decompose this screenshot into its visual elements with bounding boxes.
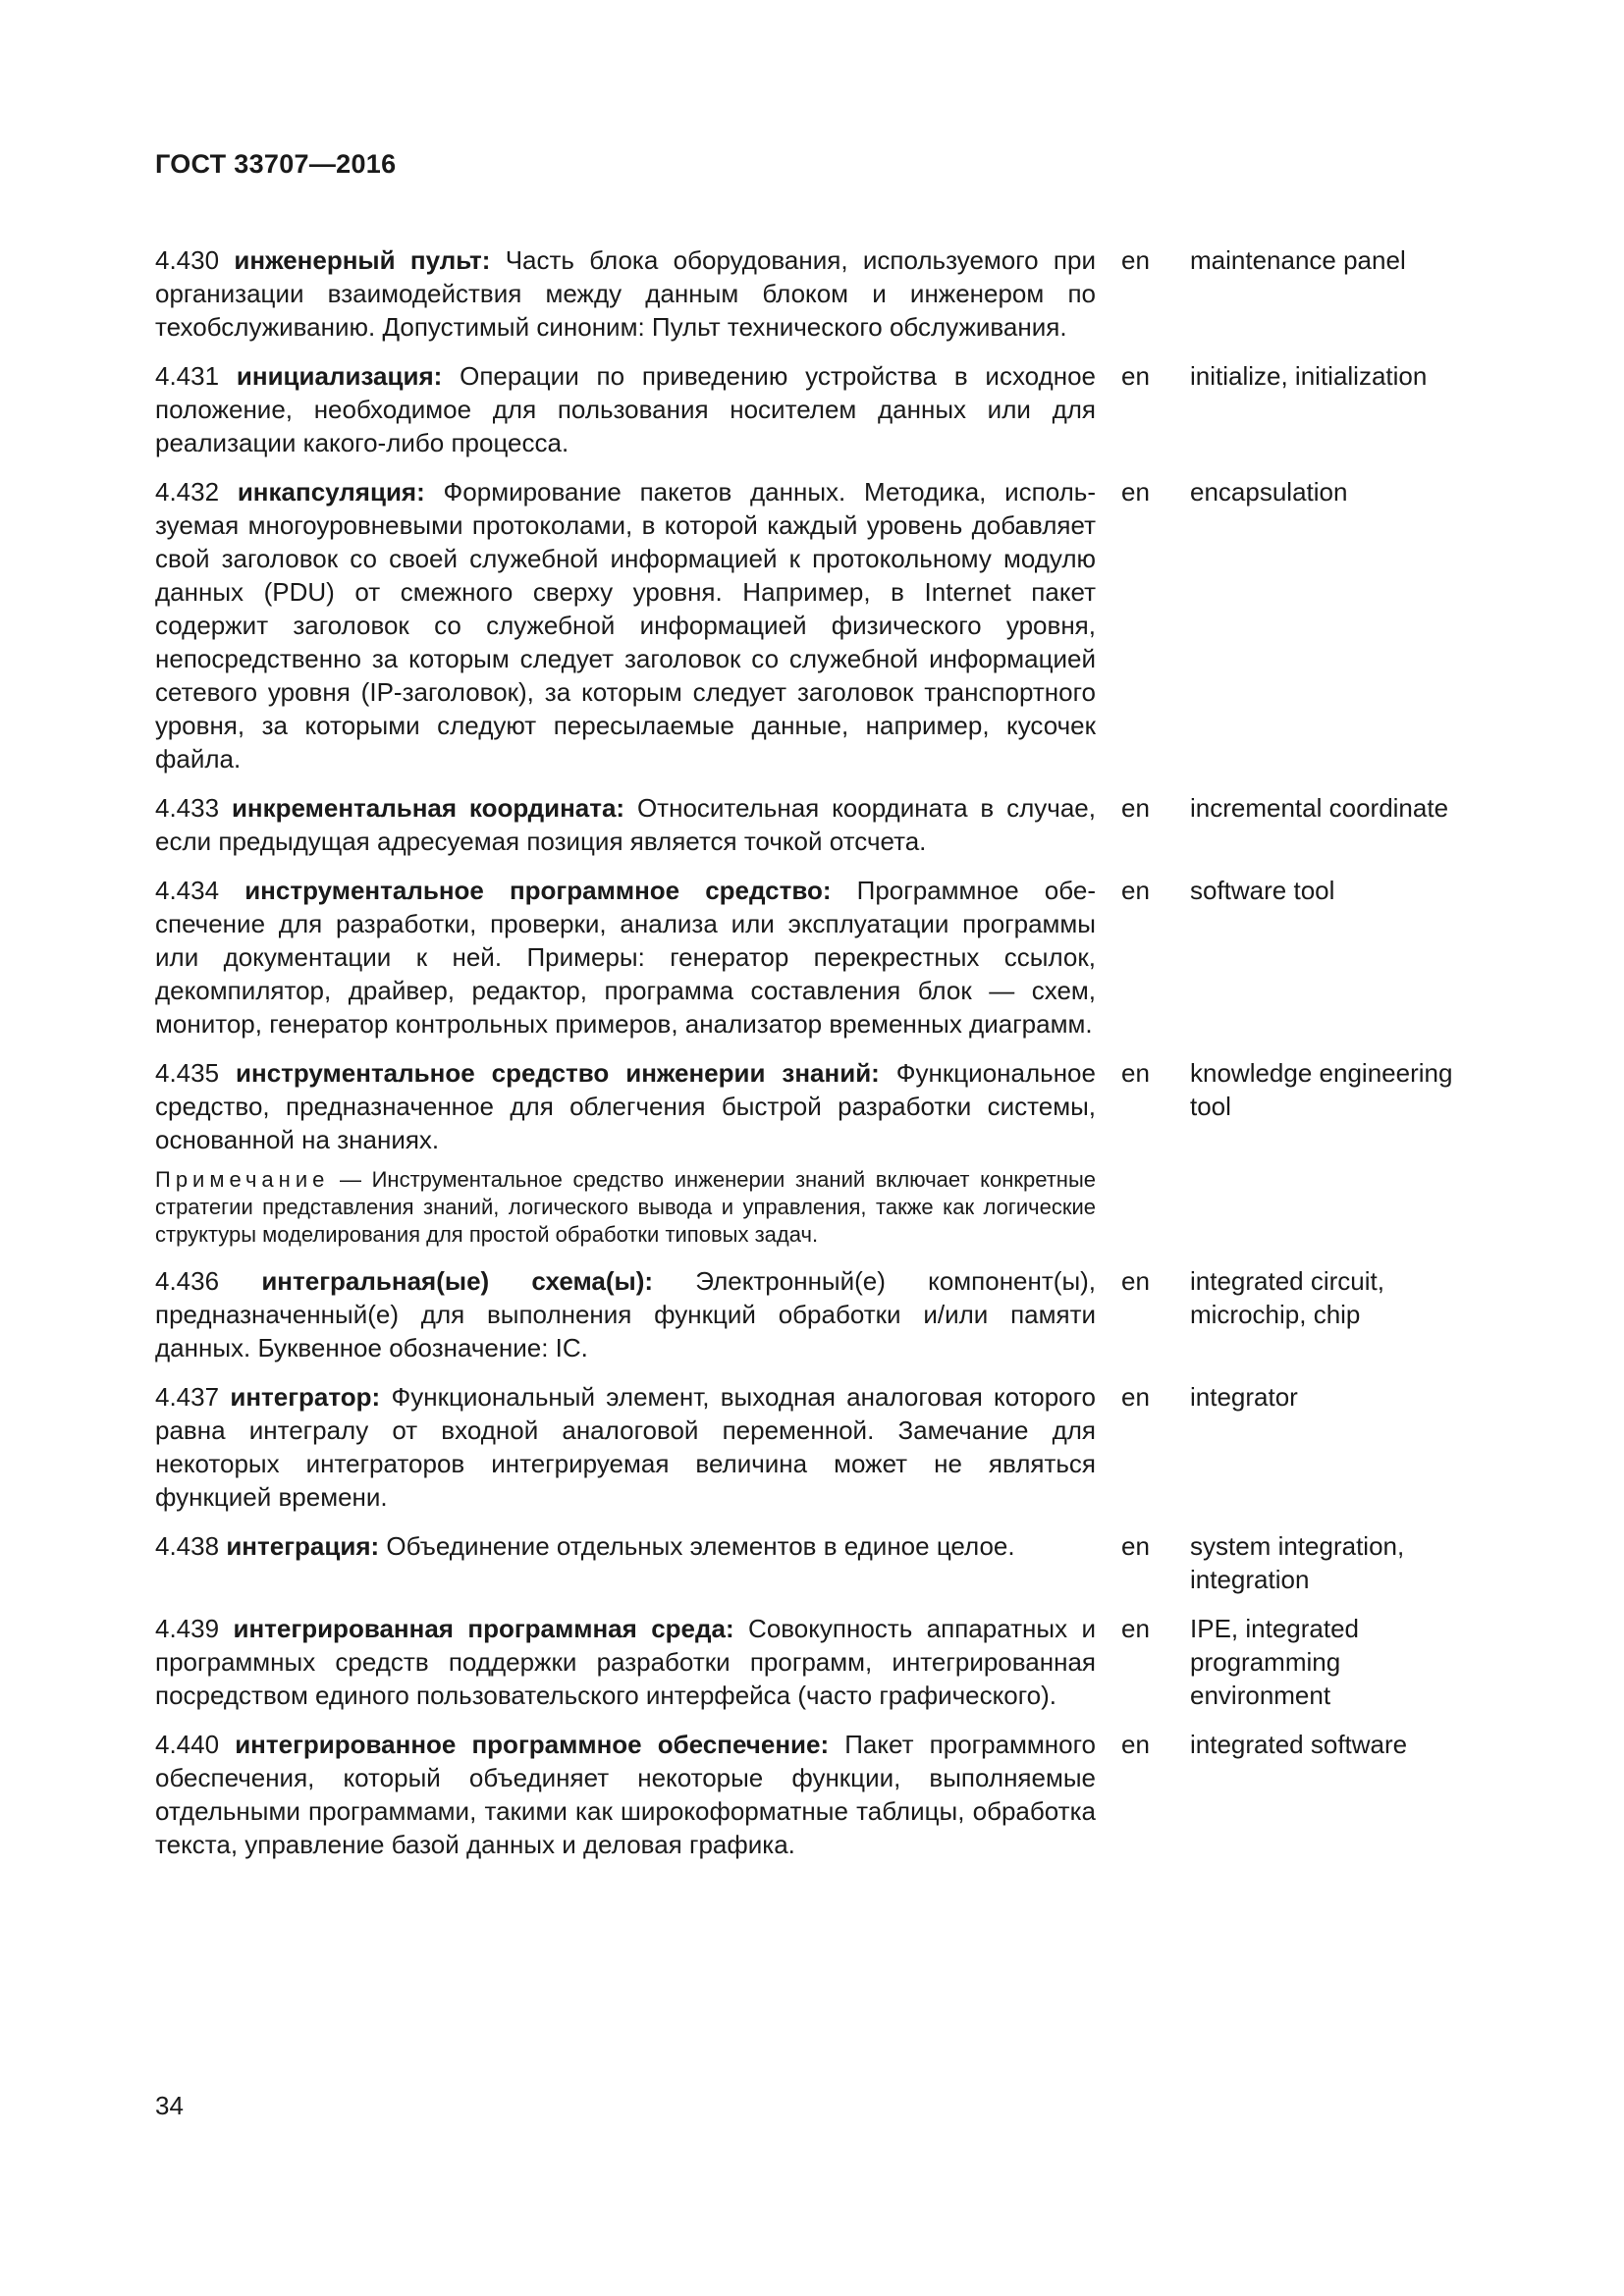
definition-text: Функциональное средство, предназначенное для облегчения быстрой разработки системы, основанной на знаниях.	[155, 1058, 1096, 1154]
language-code: en	[1121, 245, 1150, 275]
term-number: 4.432	[155, 477, 220, 507]
term-definition	[155, 1529, 1096, 1563]
term-note	[155, 1166, 1096, 1249]
term-entry	[155, 1529, 1481, 1596]
document-header: ГОСТ 33707—2016	[155, 149, 397, 179]
definition-text: Объединение отдельных элементов в единое целое.	[386, 1531, 1015, 1561]
language-code: en	[1121, 361, 1150, 391]
term-definition	[155, 359, 1096, 459]
term-number: 4.430	[155, 245, 220, 275]
term-title: инкапсуляция:	[237, 477, 425, 507]
term-definition-column	[155, 359, 1096, 459]
term-number: 4.433	[155, 793, 220, 823]
term-definition	[155, 1380, 1096, 1514]
term-definition	[155, 1612, 1096, 1712]
term-definition	[155, 243, 1096, 344]
term-entries	[155, 243, 1481, 1877]
definition-text: Программное обеспечение для разработки, проверки, анализа или эксплуатации программы или документации к ней. Примеры: генератор перекрестных ссылок, декомпилятор, драйвер, редактор, программа составления блок — схем, монитор, генератор контрольных примеров, анализатор временных диаграмм.	[155, 876, 1096, 1039]
language-code: en	[1121, 876, 1150, 905]
term-title: интеграция:	[226, 1531, 380, 1561]
language-code: en	[1121, 1531, 1150, 1561]
term-number: 4.439	[155, 1614, 220, 1643]
english-term: initialize, initialization	[1190, 361, 1428, 391]
definition-text: Пакет программного обеспечения, который объединяет некоторые функции, выполняемые отдельными программами, такими как широкоформатные таблицы, обработка текста, управление базой данных и деловая графика.	[155, 1730, 1096, 1859]
language-code: en	[1121, 793, 1150, 823]
term-definition	[155, 874, 1096, 1041]
definition-text: Формирование пакетов данных. Методика, используемая многоуровневыми протоколами, в которой каждый уровень добавляет свой заголовок со своей служебной информацией к протокольному модулю данных (PDU) от смежного сверху уровня. Например, в Internet пакет содержит заголовок со служебной информацией физического уровня, непосредственно за которым следует заголовок со служебной информацией сетевого уровня (IP-заголовок), за которым следует заголовок транспортного уровня, за которыми следуют пересылаемые данные, например, кусочек файла.	[155, 477, 1096, 774]
term-title: инструментальное средство инженерии знаний:	[236, 1058, 880, 1088]
term-number: 4.438	[155, 1531, 220, 1561]
term-title: интегрированная программная среда:	[233, 1614, 734, 1643]
term-definition	[155, 1264, 1096, 1364]
term-title: инструментальное программное средство:	[244, 876, 832, 905]
definition-text: Функциональный элемент, выходная аналоговая которого равна интегралу от входной аналоговой переменной. Замечание для некоторых интеграторов интегрируемая величина может не являться функцией времени.	[155, 1382, 1096, 1512]
term-number: 4.437	[155, 1382, 220, 1412]
term-definition-column	[155, 1056, 1096, 1249]
english-term: maintenance panel	[1190, 245, 1406, 275]
definition-text: Совокупность аппаратных и программных средств поддержки разработки программ, интегрированная посредством единого пользовательского интерфейса (часто графического).	[155, 1614, 1096, 1710]
term-definition	[155, 1056, 1096, 1156]
definition-text: Часть блока оборудования, используемого при организации взаимодействия между данным блоком и инженером по техобслуживанию. Допустимый синоним: Пульт технического обслуживания.	[155, 245, 1096, 342]
term-entry	[155, 1264, 1481, 1364]
term-number: 4.436	[155, 1266, 220, 1296]
term-definition-column	[155, 874, 1096, 1041]
term-number: 4.431	[155, 361, 220, 391]
term-entry	[155, 243, 1481, 344]
language-code: en	[1121, 477, 1150, 507]
language-code: en	[1121, 1266, 1150, 1296]
term-definition-column	[155, 1728, 1096, 1861]
language-code: en	[1121, 1730, 1150, 1759]
english-term: software tool	[1190, 876, 1335, 905]
term-definition-column	[155, 1264, 1096, 1364]
term-definition	[155, 475, 1096, 775]
english-term: knowledge engineering tool	[1190, 1058, 1453, 1121]
term-definition-column	[155, 1529, 1096, 1563]
term-number: 4.440	[155, 1730, 220, 1759]
definition-text: Операции по приведению устройства в исходное положение, необходимое для пользования носителем данных или для реализации какого-либо процесса.	[155, 361, 1097, 457]
term-definition	[155, 1728, 1096, 1861]
term-title: инициализация:	[236, 361, 443, 391]
english-term: encapsulation	[1190, 477, 1348, 507]
term-definition-column	[155, 1612, 1096, 1712]
term-entry	[155, 1380, 1481, 1514]
english-term: integrator	[1190, 1382, 1298, 1412]
page-number: 34	[155, 2091, 184, 2120]
term-entry	[155, 1728, 1481, 1861]
definition-text: Электронный(е) компонент(ы), предназначенный(е) для выполнения функций обработки и/или памяти данных. Буквенное обозначение: IC.	[155, 1266, 1097, 1362]
note-label: Примечание	[155, 1167, 330, 1192]
term-definition-column	[155, 1380, 1096, 1514]
term-definition	[155, 791, 1096, 858]
english-term: integrated circuit, microchip, chip	[1190, 1266, 1384, 1329]
term-definition-column	[155, 243, 1096, 344]
english-term: system integration, integration	[1190, 1531, 1405, 1594]
term-definition-column	[155, 475, 1096, 775]
language-code: en	[1121, 1614, 1150, 1643]
english-term: integrated software	[1190, 1730, 1408, 1759]
term-number: 4.434	[155, 876, 220, 905]
term-entry	[155, 791, 1481, 858]
term-title: инкрементальная координата:	[231, 793, 625, 823]
english-term: IPE, integrated programming environment	[1190, 1614, 1359, 1710]
language-code: en	[1121, 1058, 1150, 1088]
note-text: — Инструментальное средство инженерии знаний включает конкретные стратегии представления знаний, логического вывода и управления, также как логические структуры моделирования для простой обработки типовых задач.	[155, 1167, 1096, 1247]
term-title: инженерный пульт:	[234, 245, 491, 275]
term-entry	[155, 475, 1481, 775]
term-entry	[155, 359, 1481, 459]
term-definition-column	[155, 791, 1096, 858]
definition-text: Относительная координата в случае, если предыдущая адресуемая позиция является точкой отсчета.	[155, 793, 1096, 856]
language-code: en	[1121, 1382, 1150, 1412]
term-entry	[155, 1612, 1481, 1712]
term-entry	[155, 874, 1481, 1041]
english-term: incremental coordinate	[1190, 793, 1449, 823]
term-title: интегрированное программное обеспечение:	[235, 1730, 830, 1759]
term-entry	[155, 1056, 1481, 1249]
term-title: интегратор:	[230, 1382, 381, 1412]
term-title: интегральная(ые) схема(ы):	[261, 1266, 654, 1296]
term-number: 4.435	[155, 1058, 220, 1088]
